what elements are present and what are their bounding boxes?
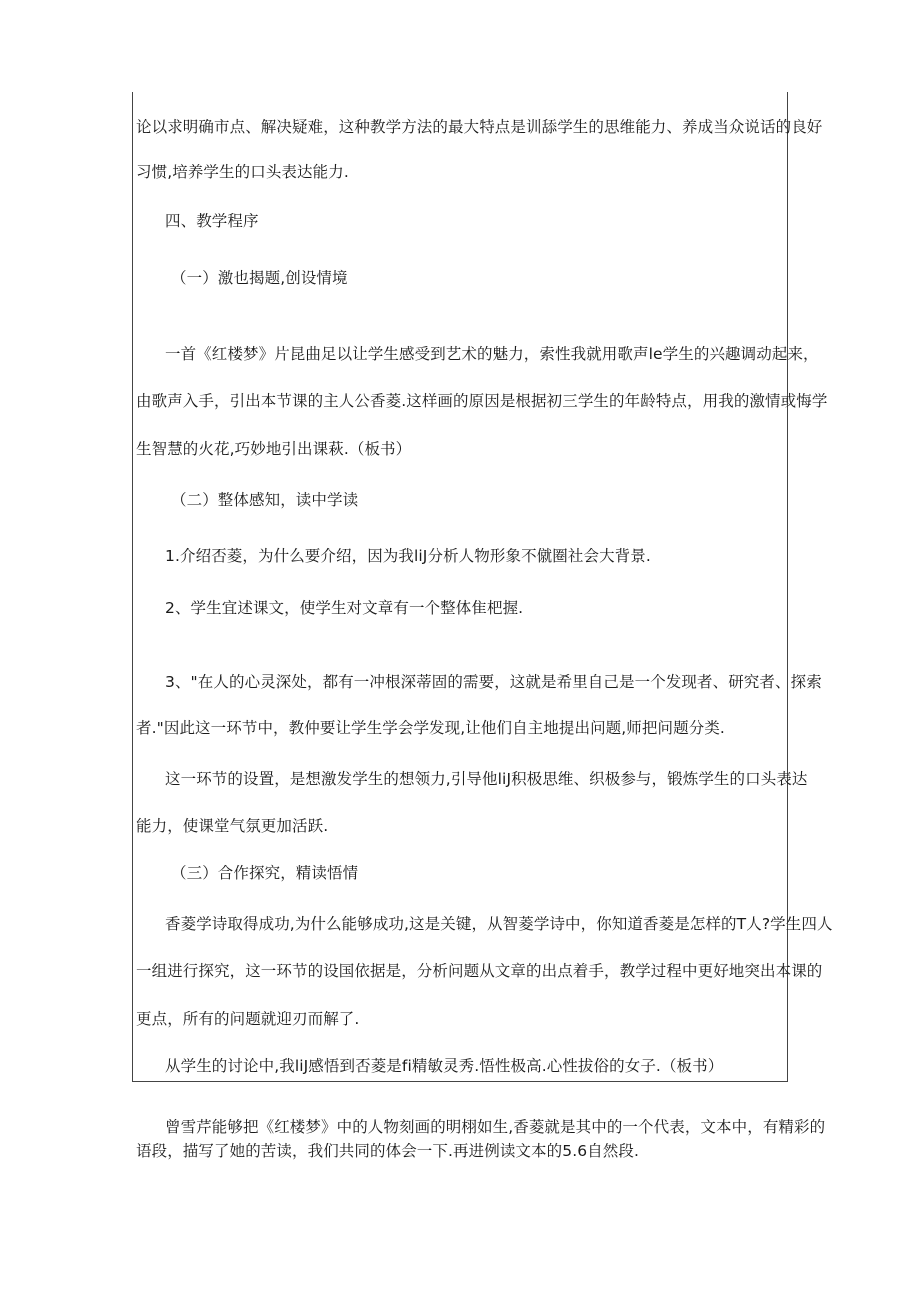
text-line-5: 一首《红楼梦》片昆曲足以让学生感受到艺术的魅力，索性我就用歌声le学生的兴趣调动起来， (165, 345, 819, 363)
subsection-heading-3: （三）合作探究，精读悟情 (171, 864, 359, 882)
text-line-19: 从学生的讨论中,我liJ感悟到否菱是fi精敏灵秀.悟性极高.心性拔俗的女子.（板书） (165, 1057, 724, 1075)
text-line-1: 论以求明确市点、解决疑难，这种教学方法的最大特点是训舔学生的思维能力、养成当众说话的良好 (136, 118, 823, 136)
text-line-21: 语段，描写了她的苦读，我们共同的体会一下.再进例读文本的5.6自然段. (136, 1142, 640, 1160)
text-line-17: 一组进行探究，这一环节的设国依据是，分析问题从文章的出点着手，教学过程中更好地突出本课的 (136, 962, 823, 980)
text-line-7: 生智慧的火花,巧妙地引出课萩.（板书） (136, 440, 412, 458)
section-heading-teaching-procedure: 四、教学程序 (165, 212, 259, 230)
text-line-6: 由歌声入手，引出本节课的主人公香菱.这样画的原因是根据初三学生的年龄特点，用我的激情或悔学 (136, 392, 828, 410)
text-line-13: 这一环节的设置，是想激发学生的想领力,引导他liJ积极思维、织极参与，锻炼学生的口头表达 (165, 770, 808, 788)
subsection-heading-1: （一）激也揭题,创设情境 (171, 269, 348, 287)
text-line-11: 3、"在人的心灵深处，都有一冲根深蒂固的需要，这就是希里自己是一个发现者、研究者、探索 (165, 673, 822, 691)
text-line-2: 习惯,培养学生的口头表达能力. (136, 163, 349, 181)
text-line-18: 更点，所有的问题就迎刃而解了. (136, 1010, 360, 1028)
subsection-heading-2: （二）整体感知，读中学读 (171, 491, 359, 509)
text-line-20: 曾雪芹能够把《红楼梦》中的人物刻画的明栩如生,香菱就是其中的一个代表，文本中，有精彩的 (165, 1118, 826, 1136)
text-line-10: 2、学生宜述课文，使学生对文章有一个整体隹杷握. (165, 599, 524, 617)
text-line-16: 香菱学诗取得成功,为什么能够成功,这是关键，从智菱学诗中，你知道香菱是怎样的T人?学生四人 (165, 915, 833, 933)
text-line-9: 1.介绍否菱，为什么要介绍，因为我liJ分析人物形象不僦圈社会大背景. (165, 547, 651, 565)
text-line-12: 者."因此这一环节中，教仲要让学生学会学发现,让他们自主地提出问题,师把问题分类. (136, 719, 725, 737)
text-line-14: 能力，使课堂气氛更加活跃. (136, 817, 329, 835)
